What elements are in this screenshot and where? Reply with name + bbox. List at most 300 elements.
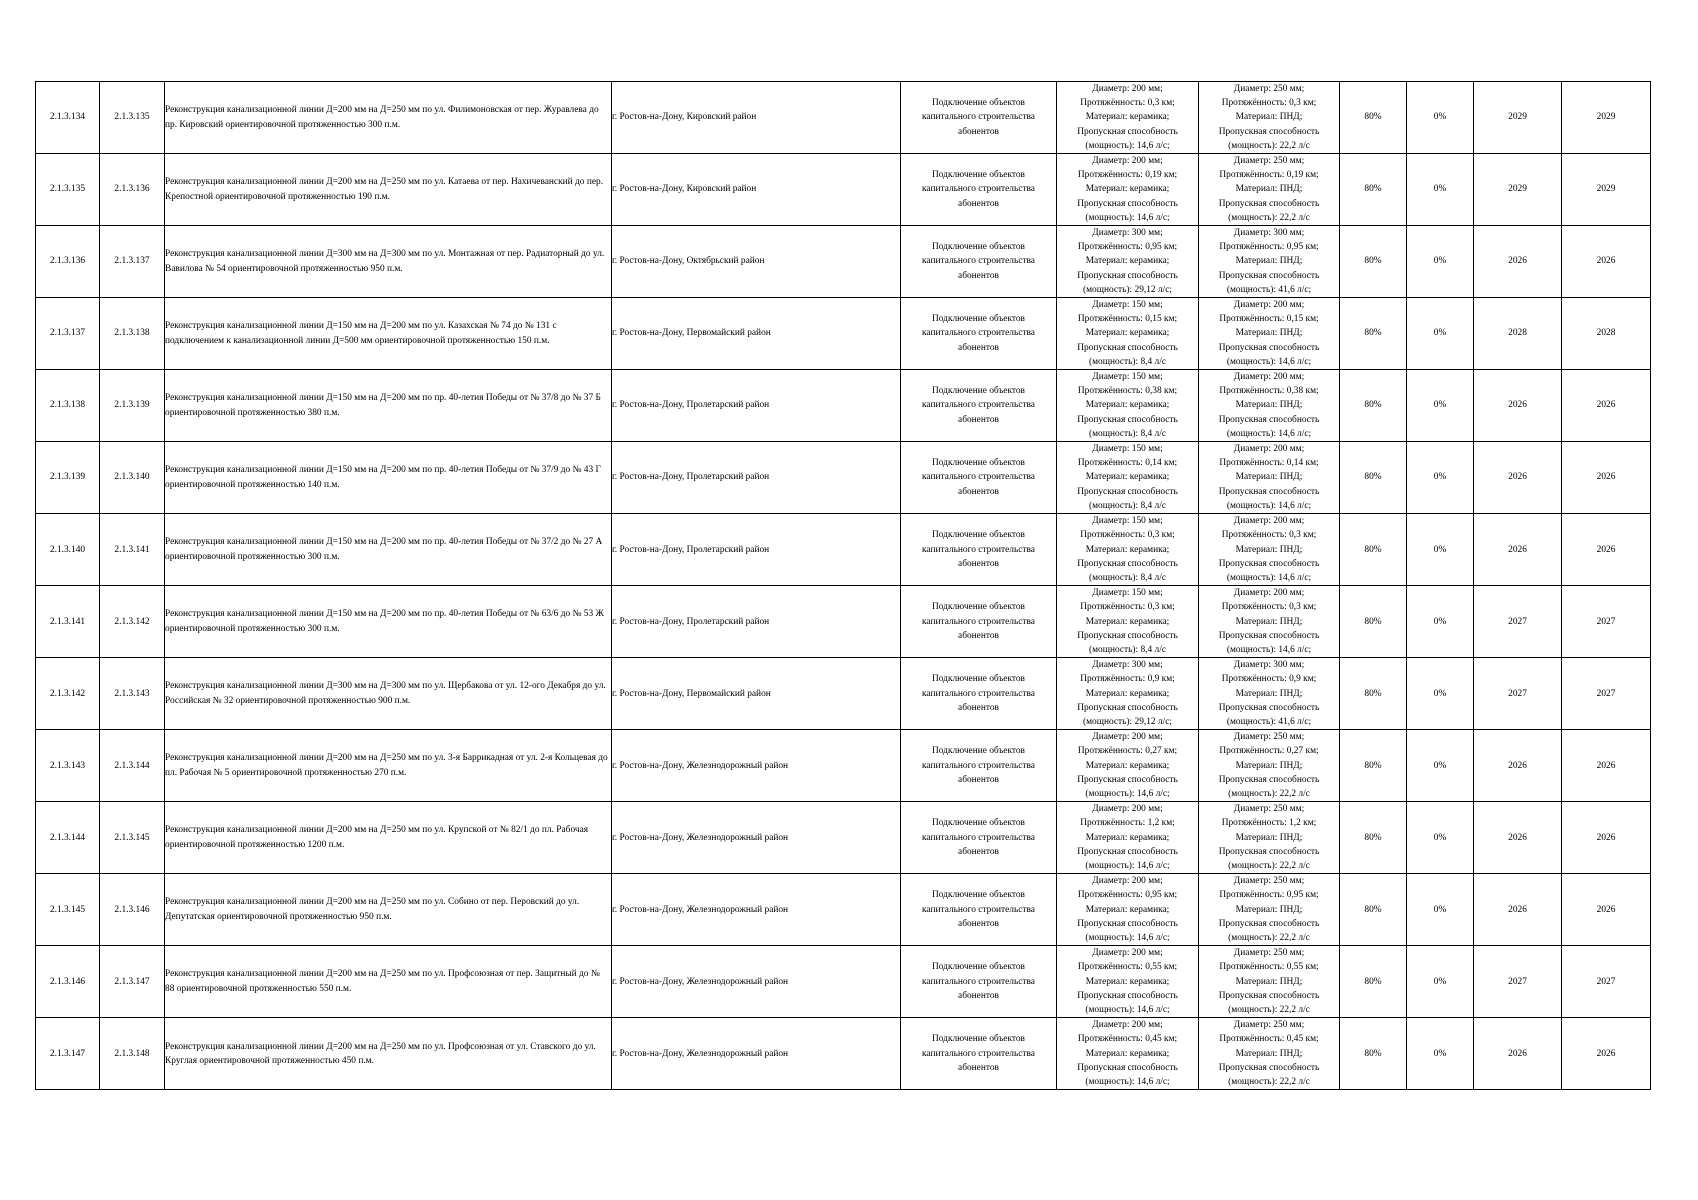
purpose-cell-line: капитального строительства	[922, 544, 1035, 555]
description-cell: Реконструкция канализационной линии Д=150 мм на Д=200 мм по пр. 40-летия Победы от № 63/6 до № 53 Ж ориентировочной протяженностью 300 п.м.	[165, 586, 612, 658]
year-end-cell: 2026	[1562, 226, 1651, 298]
purpose-cell-line: Подключение объектов	[931, 386, 1025, 397]
purpose-cell	[901, 730, 1057, 802]
params-before-cell	[1057, 82, 1199, 154]
year-start-cell: 2026	[1474, 730, 1562, 802]
row-code-cell: 2.1.3.144	[100, 730, 165, 802]
row-code-cell: 2.1.3.143	[100, 658, 165, 730]
params-after-cell-line: Материал: ПНД;	[1235, 400, 1303, 411]
params-after-cell-line: Протяжённость: 0,9 км;	[1221, 674, 1317, 685]
location-cell: г. Ростов-на-Дону, Октябрьский район	[612, 226, 901, 298]
params-before-cell-line: (мощность): 14,6 л/с;	[1085, 212, 1170, 223]
params-after-cell-line: Диаметр: 300 мм;	[1233, 228, 1305, 239]
row-number-cell: 2.1.3.140	[36, 514, 100, 586]
location-cell: г. Ростов-на-Дону, Пролетарский район	[612, 586, 901, 658]
percent-2-cell: 0%	[1407, 802, 1474, 874]
year-start-cell: 2027	[1474, 946, 1562, 1018]
params-before-cell	[1057, 370, 1199, 442]
percent-1-cell: 80%	[1340, 802, 1407, 874]
percent-1-cell: 80%	[1340, 514, 1407, 586]
table-row	[36, 658, 1651, 730]
params-after-cell-line: Протяжённость: 0,95 км;	[1219, 242, 1319, 253]
params-before-cell	[1057, 514, 1199, 586]
purpose-cell-line: абонентов	[958, 774, 999, 785]
params-before-cell	[1057, 298, 1199, 370]
year-start-cell: 2026	[1474, 442, 1562, 514]
params-before-cell-line: Материал: керамика;	[1085, 616, 1170, 627]
params-before-cell-line: Материал: керамика;	[1085, 472, 1170, 483]
params-after-cell-line: Пропускная способность	[1218, 702, 1320, 713]
table-row	[36, 514, 1651, 586]
params-after-cell-line: (мощность): 22,2 л/с	[1228, 932, 1310, 943]
params-after-cell	[1199, 82, 1340, 154]
purpose-cell-line: абонентов	[958, 486, 999, 497]
params-before-cell-line: Материал: керамика;	[1085, 256, 1170, 267]
table-row	[36, 298, 1651, 370]
params-after-cell	[1199, 226, 1340, 298]
params-after-cell-line: Материал: ПНД;	[1235, 976, 1303, 987]
params-before-cell-line: Пропускная способность	[1077, 630, 1178, 641]
params-after-cell-line: Диаметр: 200 мм;	[1233, 300, 1305, 311]
purpose-cell-line: капитального строительства	[922, 976, 1035, 987]
params-before-cell-line: Протяжённость: 0,15 км;	[1077, 314, 1178, 325]
location-cell: г. Ростов-на-Дону, Кировский район	[612, 154, 901, 226]
location-cell: г. Ростов-на-Дону, Пролетарский район	[612, 514, 901, 586]
params-after-cell-line: (мощность): 22,2 л/с	[1228, 1005, 1310, 1015]
params-after-cell-line: Материал: ПНД;	[1235, 184, 1303, 195]
row-number-cell: 2.1.3.146	[36, 946, 100, 1018]
percent-1-cell: 80%	[1340, 730, 1407, 802]
percent-1-cell: 80%	[1340, 1018, 1407, 1090]
row-code-cell: 2.1.3.138	[100, 298, 165, 370]
year-start-cell: 2026	[1474, 1018, 1562, 1090]
params-before-cell-line: Материал: керамика;	[1085, 976, 1170, 987]
percent-1-cell: 80%	[1340, 874, 1407, 946]
year-end-cell: 2026	[1562, 514, 1651, 586]
params-after-cell	[1199, 514, 1340, 586]
params-before-cell-line: Материал: керамика;	[1085, 832, 1170, 843]
purpose-cell-line: абонентов	[958, 846, 999, 857]
row-number-cell: 2.1.3.145	[36, 874, 100, 946]
purpose-cell	[901, 82, 1057, 154]
year-end-cell: 2026	[1562, 442, 1651, 514]
purpose-cell-line: Подключение объектов	[931, 962, 1025, 973]
params-after-cell	[1199, 154, 1340, 226]
percent-1-cell: 80%	[1340, 658, 1407, 730]
purpose-cell-line: капитального строительства	[922, 688, 1035, 699]
purpose-cell-line: капитального строительства	[922, 328, 1035, 339]
params-after-cell	[1199, 370, 1340, 442]
params-before-cell-line: Материал: керамика;	[1085, 112, 1170, 123]
params-before-cell-line: Диаметр: 150 мм;	[1092, 516, 1163, 527]
params-after-cell-line: Диаметр: 250 мм;	[1233, 732, 1305, 743]
params-before-cell-line: Материал: керамика;	[1085, 184, 1170, 195]
purpose-cell-line: капитального строительства	[922, 832, 1035, 843]
params-after-cell-line: Диаметр: 250 мм;	[1233, 948, 1305, 959]
params-after-cell	[1199, 298, 1340, 370]
params-after-cell	[1199, 946, 1340, 1018]
params-after-cell-line: Протяжённость: 0,19 км;	[1219, 170, 1319, 181]
purpose-cell-line: абонентов	[958, 918, 999, 929]
year-end-cell: 2026	[1562, 730, 1651, 802]
params-after-cell-line: Материал: ПНД;	[1235, 832, 1303, 843]
params-before-cell-line: Протяжённость: 1,2 км;	[1080, 818, 1175, 829]
params-before-cell-line: Пропускная способность	[1077, 1062, 1178, 1073]
params-before-cell-line: (мощность): 14,6 л/с;	[1085, 932, 1170, 943]
params-after-cell-line: (мощность): 41,6 л/с;	[1226, 716, 1312, 727]
params-after-cell-line: Пропускная способность	[1218, 630, 1320, 641]
table-row	[36, 442, 1651, 514]
description-cell: Реконструкция канализационной линии Д=150 мм на Д=200 мм по пр. 40-летия Победы от № 37/9 до № 43 Г ориентировочной протяженностью 140 п.м.	[165, 442, 612, 514]
year-end-cell: 2029	[1562, 82, 1651, 154]
row-code-cell: 2.1.3.140	[100, 442, 165, 514]
params-after-cell-line: (мощность): 14,6 л/с;	[1226, 356, 1312, 367]
params-after-cell-line: Диаметр: 250 мм;	[1233, 1020, 1305, 1031]
percent-1-cell: 80%	[1340, 586, 1407, 658]
params-before-cell-line: Материал: керамика;	[1085, 760, 1170, 771]
params-after-cell	[1199, 586, 1340, 658]
purpose-cell	[901, 1018, 1057, 1090]
table-row	[36, 586, 1651, 658]
year-start-cell: 2026	[1474, 226, 1562, 298]
params-before-cell-line: Пропускная способность	[1077, 270, 1178, 281]
year-end-cell: 2027	[1562, 658, 1651, 730]
project-table	[35, 81, 1651, 1090]
purpose-cell-line: капитального строительства	[922, 760, 1035, 771]
year-end-cell: 2026	[1562, 370, 1651, 442]
description-cell: Реконструкция канализационной линии Д=200 мм на Д=250 мм по ул. Профсоюзная от ул. Ставского до ул. Круглая ориентировочной протяженностью 450 п.м.	[165, 1018, 612, 1090]
purpose-cell-line: капитального строительства	[922, 112, 1035, 123]
row-code-cell: 2.1.3.142	[100, 586, 165, 658]
year-end-cell: 2029	[1562, 154, 1651, 226]
params-after-cell	[1199, 730, 1340, 802]
year-end-cell: 2027	[1562, 946, 1651, 1018]
table-row	[36, 370, 1651, 442]
row-number-cell: 2.1.3.135	[36, 154, 100, 226]
table-body	[36, 82, 1651, 1090]
params-before-cell-line: Пропускная способность	[1077, 558, 1178, 569]
location-cell: г. Ростов-на-Дону, Первомайский район	[612, 658, 901, 730]
params-before-cell-line: Протяжённость: 0,27 км;	[1077, 746, 1178, 757]
params-after-cell-line: Диаметр: 250 мм;	[1233, 156, 1305, 167]
params-after-cell-line: Протяжённость: 0,3 км;	[1221, 602, 1317, 613]
params-before-cell-line: Материал: керамика;	[1085, 688, 1170, 699]
params-after-cell	[1199, 658, 1340, 730]
params-before-cell-line: Диаметр: 150 мм;	[1092, 588, 1163, 599]
params-after-cell-line: (мощность): 14,6 л/с;	[1226, 428, 1312, 439]
params-before-cell-line: Диаметр: 300 мм;	[1092, 660, 1163, 671]
percent-1-cell: 80%	[1340, 226, 1407, 298]
location-cell: г. Ростов-на-Дону, Кировский район	[612, 82, 901, 154]
params-before-cell-line: Пропускная способность	[1077, 126, 1178, 137]
params-before-cell-line: Диаметр: 150 мм;	[1092, 444, 1163, 455]
purpose-cell-line: капитального строительства	[922, 1048, 1035, 1059]
purpose-cell-line: Подключение объектов	[931, 530, 1025, 541]
purpose-cell-line: Подключение объектов	[931, 458, 1025, 469]
params-before-cell-line: Материал: керамика;	[1085, 328, 1170, 339]
params-after-cell-line: (мощность): 22,2 л/с	[1228, 1077, 1310, 1088]
params-after-cell-line: Протяжённость: 0,27 км;	[1219, 746, 1319, 757]
params-after-cell-line: Материал: ПНД;	[1235, 544, 1303, 555]
location-cell: г. Ростов-на-Дону, Железнодорожный район	[612, 1018, 901, 1090]
table-row	[36, 802, 1651, 874]
purpose-cell-line: капитального строительства	[922, 616, 1035, 627]
year-start-cell: 2028	[1474, 298, 1562, 370]
params-after-cell-line: Пропускная способность	[1218, 270, 1320, 281]
year-end-cell: 2026	[1562, 1018, 1651, 1090]
percent-2-cell: 0%	[1407, 154, 1474, 226]
params-before-cell-line: Протяжённость: 0,45 км;	[1077, 1034, 1178, 1045]
params-before-cell-line: Протяжённость: 0,55 км;	[1077, 962, 1178, 973]
params-before-cell-line: (мощность): 8,4 л/с	[1088, 572, 1166, 583]
description-cell: Реконструкция канализационной линии Д=150 мм на Д=200 мм по ул. Казахская № 74 до № 131 с подключением к канализационной линии Д=500 мм ориентировочной протяженностью 150 п.м.	[165, 298, 612, 370]
row-number-cell: 2.1.3.137	[36, 298, 100, 370]
params-after-cell-line: Материал: ПНД;	[1235, 112, 1303, 123]
params-before-cell	[1057, 946, 1199, 1018]
purpose-cell-line: абонентов	[958, 270, 999, 281]
percent-2-cell: 0%	[1407, 874, 1474, 946]
params-before-cell-line: (мощность): 8,4 л/с	[1088, 428, 1166, 439]
params-before-cell-line: (мощность): 14,6 л/с;	[1085, 140, 1170, 151]
percent-2-cell: 0%	[1407, 658, 1474, 730]
params-before-cell	[1057, 226, 1199, 298]
params-before-cell-line: Протяжённость: 0,3 км;	[1080, 602, 1175, 613]
params-before-cell-line: Протяжённость: 0,3 км;	[1080, 530, 1175, 541]
purpose-cell	[901, 370, 1057, 442]
purpose-cell-line: Подключение объектов	[931, 98, 1025, 109]
params-before-cell-line: Диаметр: 300 мм;	[1092, 228, 1163, 239]
row-number-cell: 2.1.3.141	[36, 586, 100, 658]
params-after-cell-line: Пропускная способность	[1218, 126, 1320, 137]
description-cell: Реконструкция канализационной линии Д=150 мм на Д=200 мм по пр. 40-летия Победы от № 37/2 до № 27 А ориентировочной протяженностью 300 п.м.	[165, 514, 612, 586]
year-end-cell: 2026	[1562, 874, 1651, 946]
params-after-cell-line: Диаметр: 300 мм;	[1233, 660, 1305, 671]
params-before-cell-line: Пропускная способность	[1077, 774, 1178, 785]
params-after-cell-line: (мощность): 14,6 л/с;	[1226, 572, 1312, 583]
purpose-cell-line: абонентов	[958, 558, 999, 569]
percent-2-cell: 0%	[1407, 586, 1474, 658]
params-after-cell-line: Материал: ПНД;	[1235, 616, 1303, 627]
percent-1-cell: 80%	[1340, 442, 1407, 514]
params-before-cell-line: Протяжённость: 0,19 км;	[1077, 170, 1178, 181]
description-cell: Реконструкция канализационной линии Д=200 мм на Д=250 мм по ул. Филимоновская от пер. Журавлева до пр. Кировский ориентировочной протяженностью 300 п.м.	[165, 82, 612, 154]
row-code-cell: 2.1.3.135	[100, 82, 165, 154]
purpose-cell	[901, 658, 1057, 730]
params-before-cell	[1057, 586, 1199, 658]
percent-2-cell: 0%	[1407, 442, 1474, 514]
percent-1-cell: 80%	[1340, 154, 1407, 226]
row-number-cell: 2.1.3.147	[36, 1018, 100, 1090]
purpose-cell-line: Подключение объектов	[931, 890, 1025, 901]
table-row	[36, 730, 1651, 802]
params-before-cell-line: Материал: керамика;	[1085, 544, 1170, 555]
params-before-cell-line: Диаметр: 200 мм;	[1092, 948, 1163, 959]
purpose-cell-line: капитального строительства	[922, 904, 1035, 915]
description-cell: Реконструкция канализационной линии Д=200 мм на Д=250 мм по ул. 3-я Баррикадная от ул. 2-я Кольцевая до пл. Рабочая № 5 ориентировочной протяженностью 270 п.м.	[165, 730, 612, 802]
year-start-cell: 2029	[1474, 82, 1562, 154]
params-after-cell-line: Протяжённость: 0,55 км;	[1219, 962, 1319, 973]
purpose-cell	[901, 226, 1057, 298]
params-after-cell-line: Протяжённость: 0,3 км;	[1221, 98, 1317, 109]
table-row	[36, 154, 1651, 226]
purpose-cell-line: абонентов	[958, 630, 999, 641]
table-row	[36, 946, 1651, 1018]
params-after-cell-line: Протяжённость: 0,15 км;	[1219, 314, 1319, 325]
row-code-cell: 2.1.3.146	[100, 874, 165, 946]
params-after-cell-line: (мощность): 41,6 л/с;	[1226, 284, 1312, 295]
params-before-cell-line: (мощность): 14,6 л/с;	[1085, 1005, 1170, 1015]
purpose-cell-line: абонентов	[958, 990, 999, 1001]
params-after-cell-line: Протяжённость: 0,3 км;	[1221, 530, 1317, 541]
params-before-cell	[1057, 802, 1199, 874]
params-after-cell-line: Материал: ПНД;	[1235, 328, 1303, 339]
purpose-cell-line: Подключение объектов	[931, 746, 1025, 757]
params-before-cell-line: Диаметр: 200 мм;	[1092, 732, 1163, 743]
percent-2-cell: 0%	[1407, 226, 1474, 298]
params-before-cell-line: Материал: керамика;	[1085, 904, 1170, 915]
purpose-cell	[901, 874, 1057, 946]
description-cell: Реконструкция канализационной линии Д=150 мм на Д=200 мм по пр. 40-летия Победы от № 37/8 до № 37 Б ориентировочной протяженностью 380 п.м.	[165, 370, 612, 442]
purpose-cell	[901, 586, 1057, 658]
year-start-cell: 2027	[1474, 586, 1562, 658]
row-number-cell: 2.1.3.134	[36, 82, 100, 154]
params-before-cell-line: Протяжённость: 0,95 км;	[1077, 242, 1178, 253]
purpose-cell	[901, 946, 1057, 1018]
row-code-cell: 2.1.3.145	[100, 802, 165, 874]
params-after-cell-line: Материал: ПНД;	[1235, 256, 1303, 267]
purpose-cell-line: капитального строительства	[922, 400, 1035, 411]
table-row	[36, 874, 1651, 946]
percent-2-cell: 0%	[1407, 82, 1474, 154]
params-before-cell-line: Пропускная способность	[1077, 342, 1178, 353]
params-after-cell-line: Материал: ПНД;	[1235, 760, 1303, 771]
description-cell: Реконструкция канализационной линии Д=200 мм на Д=250 мм по ул. Собино от пер. Перовский до ул. Депутатская ориентировочной протяженностью 950 п.м.	[165, 874, 612, 946]
row-code-cell: 2.1.3.147	[100, 946, 165, 1018]
params-after-cell-line: Пропускная способность	[1218, 774, 1320, 785]
description-cell: Реконструкция канализационной линии Д=300 мм на Д=300 мм по ул. Монтажная от пер. Радиаторный до ул. Вавилова № 54 ориентировочной протяженностью 950 п.м.	[165, 226, 612, 298]
purpose-cell-line: абонентов	[958, 198, 999, 209]
purpose-cell-line: Подключение объектов	[931, 602, 1025, 613]
purpose-cell-line: капитального строительства	[922, 256, 1035, 267]
table-row	[36, 226, 1651, 298]
params-before-cell-line: Материал: керамика;	[1085, 400, 1170, 411]
percent-2-cell: 0%	[1407, 370, 1474, 442]
params-after-cell-line: Материал: ПНД;	[1235, 688, 1303, 699]
params-after-cell-line: Диаметр: 200 мм;	[1233, 372, 1305, 383]
year-start-cell: 2026	[1474, 874, 1562, 946]
params-after-cell	[1199, 802, 1340, 874]
params-after-cell-line: Пропускная способность	[1218, 486, 1320, 497]
params-after-cell-line: Диаметр: 200 мм;	[1233, 444, 1305, 455]
percent-1-cell: 80%	[1340, 370, 1407, 442]
params-after-cell-line: Материал: ПНД;	[1235, 472, 1303, 483]
purpose-cell-line: Подключение объектов	[931, 170, 1025, 181]
params-after-cell-line: Диаметр: 200 мм;	[1233, 588, 1305, 599]
params-after-cell-line: (мощность): 22,2 л/с	[1228, 860, 1310, 871]
params-before-cell	[1057, 874, 1199, 946]
params-before-cell	[1057, 1018, 1199, 1090]
params-after-cell-line: Диаметр: 250 мм;	[1233, 876, 1305, 887]
purpose-cell-line: абонентов	[958, 1062, 999, 1073]
params-before-cell-line: Протяжённость: 0,9 км;	[1080, 674, 1175, 685]
percent-1-cell: 80%	[1340, 82, 1407, 154]
row-number-cell: 2.1.3.138	[36, 370, 100, 442]
purpose-cell-line: Подключение объектов	[931, 314, 1025, 325]
purpose-cell-line: Подключение объектов	[931, 1034, 1025, 1045]
params-before-cell-line: Диаметр: 150 мм;	[1092, 300, 1163, 311]
row-number-cell: 2.1.3.136	[36, 226, 100, 298]
purpose-cell	[901, 154, 1057, 226]
params-after-cell-line: Пропускная способность	[1218, 1062, 1320, 1073]
purpose-cell	[901, 298, 1057, 370]
row-number-cell: 2.1.3.144	[36, 802, 100, 874]
description-cell: Реконструкция канализационной линии Д=200 мм на Д=250 мм по ул. Крупской от № 82/1 до пл. Рабочая ориентировочной протяженностью 1200 п.м.	[165, 802, 612, 874]
location-cell: г. Ростов-на-Дону, Пролетарский район	[612, 370, 901, 442]
params-after-cell	[1199, 442, 1340, 514]
params-before-cell-line: Диаметр: 200 мм;	[1092, 1020, 1163, 1031]
description-cell: Реконструкция канализационной линии Д=200 мм на Д=250 мм по ул. Катаева от пер. Нахичеванский до пер. Крепостной ориентировочной протяженностью 190 п.м.	[165, 154, 612, 226]
params-after-cell-line: (мощность): 22,2 л/с	[1228, 140, 1310, 151]
year-start-cell: 2026	[1474, 802, 1562, 874]
purpose-cell-line: Подключение объектов	[931, 818, 1025, 829]
params-after-cell-line: Пропускная способность	[1218, 558, 1320, 569]
params-before-cell-line: Пропускная способность	[1077, 846, 1178, 857]
params-before-cell-line: Диаметр: 200 мм;	[1092, 84, 1163, 94]
params-before-cell	[1057, 154, 1199, 226]
params-after-cell-line: Протяжённость: 0,14 км;	[1219, 458, 1319, 469]
row-number-cell: 2.1.3.142	[36, 658, 100, 730]
params-before-cell-line: Диаметр: 150 мм;	[1092, 372, 1163, 383]
params-before-cell-line: Протяжённость: 0,3 км;	[1080, 98, 1175, 109]
location-cell: г. Ростов-на-Дону, Первомайский район	[612, 298, 901, 370]
params-after-cell-line: Материал: ПНД;	[1235, 1048, 1303, 1059]
table-row	[36, 1018, 1651, 1090]
params-after-cell-line: Протяжённость: 0,95 км;	[1219, 890, 1319, 901]
row-code-cell: 2.1.3.148	[100, 1018, 165, 1090]
row-code-cell: 2.1.3.137	[100, 226, 165, 298]
params-before-cell-line: Пропускная способность	[1077, 414, 1178, 425]
params-before-cell-line: (мощность): 29,12 л/с;	[1083, 716, 1172, 727]
percent-2-cell: 0%	[1407, 298, 1474, 370]
row-code-cell: 2.1.3.139	[100, 370, 165, 442]
purpose-cell-line: абонентов	[958, 414, 999, 425]
params-after-cell-line: Пропускная способность	[1218, 846, 1320, 857]
params-before-cell-line: (мощность): 8,4 л/с	[1088, 500, 1166, 511]
params-before-cell	[1057, 658, 1199, 730]
location-cell: г. Ростов-на-Дону, Железнодорожный район	[612, 874, 901, 946]
purpose-cell-line: абонентов	[958, 126, 999, 137]
params-before-cell-line: (мощность): 29,12 л/с;	[1083, 284, 1172, 295]
location-cell: г. Ростов-на-Дону, Пролетарский район	[612, 442, 901, 514]
location-cell: г. Ростов-на-Дону, Железнодорожный район	[612, 730, 901, 802]
params-after-cell-line: Протяжённость: 1,2 км;	[1221, 818, 1317, 829]
table-row	[36, 82, 1651, 154]
description-cell: Реконструкция канализационной линии Д=200 мм на Д=250 мм по ул. Профсоюзная от пер. Защитный до № 88 ориентировочной протяженностью 550 п.м.	[165, 946, 612, 1018]
params-after-cell-line: Пропускная способность	[1218, 414, 1320, 425]
params-after-cell-line: Диаметр: 250 мм;	[1233, 804, 1305, 815]
year-end-cell: 2027	[1562, 586, 1651, 658]
params-after-cell-line: Диаметр: 250 мм;	[1233, 84, 1305, 94]
params-before-cell-line: Диаметр: 200 мм;	[1092, 156, 1163, 167]
row-number-cell: 2.1.3.143	[36, 730, 100, 802]
row-number-cell: 2.1.3.139	[36, 442, 100, 514]
year-start-cell: 2027	[1474, 658, 1562, 730]
params-after-cell-line: Диаметр: 200 мм;	[1233, 516, 1305, 527]
params-after-cell-line: Протяжённость: 0,45 км;	[1219, 1034, 1319, 1045]
year-start-cell: 2029	[1474, 154, 1562, 226]
description-cell: Реконструкция канализационной линии Д=300 мм на Д=300 мм по ул. Щербакова от ул. 12-ого Декабря до ул. Российская № 32 ориентировочной протяженностью 900 п.м.	[165, 658, 612, 730]
params-before-cell-line: Диаметр: 200 мм;	[1092, 804, 1163, 815]
